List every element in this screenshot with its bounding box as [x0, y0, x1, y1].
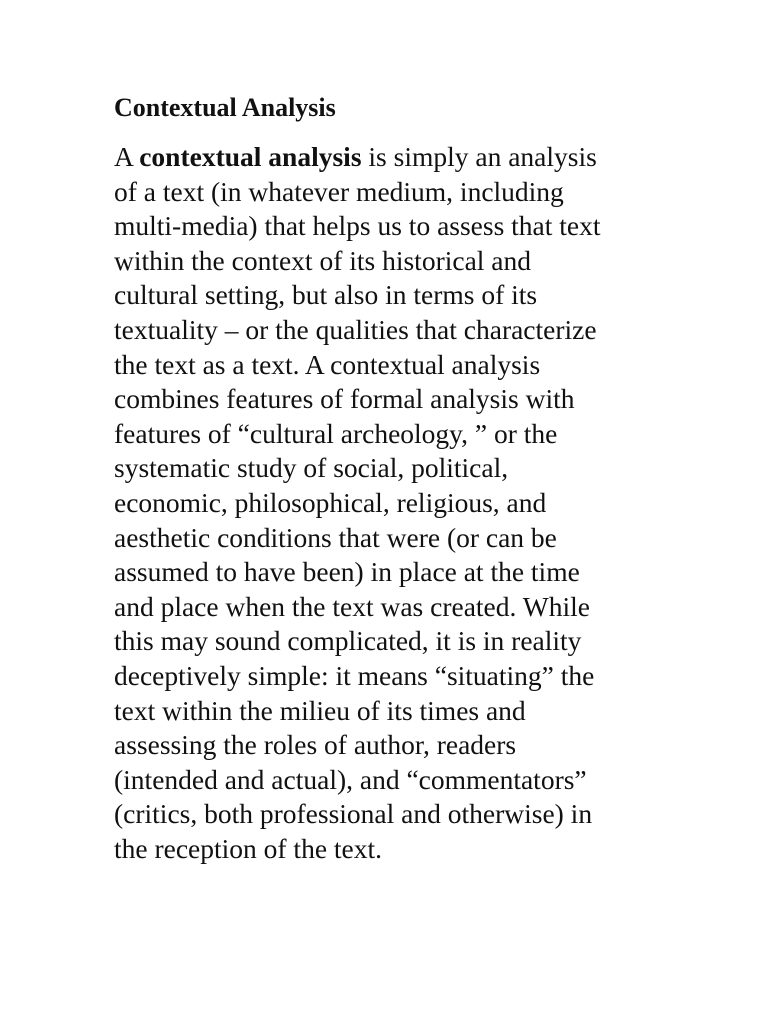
paragraph-line-8: combines features of formal analysis with: [114, 383, 575, 415]
paragraph-line-15: this may sound complicated, it is in reality: [114, 625, 582, 657]
paragraph-line-20: (critics, both professional and otherwise) in: [114, 798, 593, 830]
paragraph-line-2: of a text (in whatever medium, including: [114, 175, 564, 207]
paragraph-line-13: assumed to have been) in place at the time: [114, 556, 580, 588]
line-1-prefix: A: [114, 141, 140, 172]
paragraph-line-3: multi-media) that helps us to assess that text: [114, 210, 601, 242]
bold-term-contextual-analysis: contextual analysis: [139, 141, 362, 172]
paragraph-line-11: economic, philosophical, religious, and: [114, 486, 547, 518]
paragraph-line-19: (intended and actual), and “commentators”: [114, 763, 587, 795]
paragraph-line-4: within the context of its historical and: [114, 244, 531, 276]
paragraph-line-7: the text as a text. A contextual analysis: [114, 348, 541, 380]
paragraph-line-9: features of “cultural archeology, ” or the: [114, 417, 558, 449]
paragraph-line-21: the reception of the text.: [114, 832, 383, 864]
line-1-suffix: is simply an analysis: [361, 141, 597, 172]
paragraph-line-5: cultural setting, but also in terms of its: [114, 279, 538, 311]
paragraph-line-18: assessing the roles of author, readers: [114, 729, 517, 761]
paragraph-line-10: systematic study of social, political,: [114, 452, 509, 484]
paragraph-line-16: deceptively simple: it means “situating” the: [114, 659, 595, 691]
document-content: [114, 90, 654, 866]
paragraph-line-14: and place when the text was created. While: [114, 590, 590, 622]
document-paragraph: [114, 140, 654, 866]
paragraph-line-6: textuality – or the qualities that characterize: [114, 313, 597, 345]
document-heading: Contextual Analysis: [114, 93, 336, 122]
paragraph-line-12: aesthetic conditions that were (or can be: [114, 521, 557, 553]
paragraph-line-1: [114, 140, 654, 175]
paragraph-line-17: text within the milieu of its times and: [114, 694, 526, 726]
